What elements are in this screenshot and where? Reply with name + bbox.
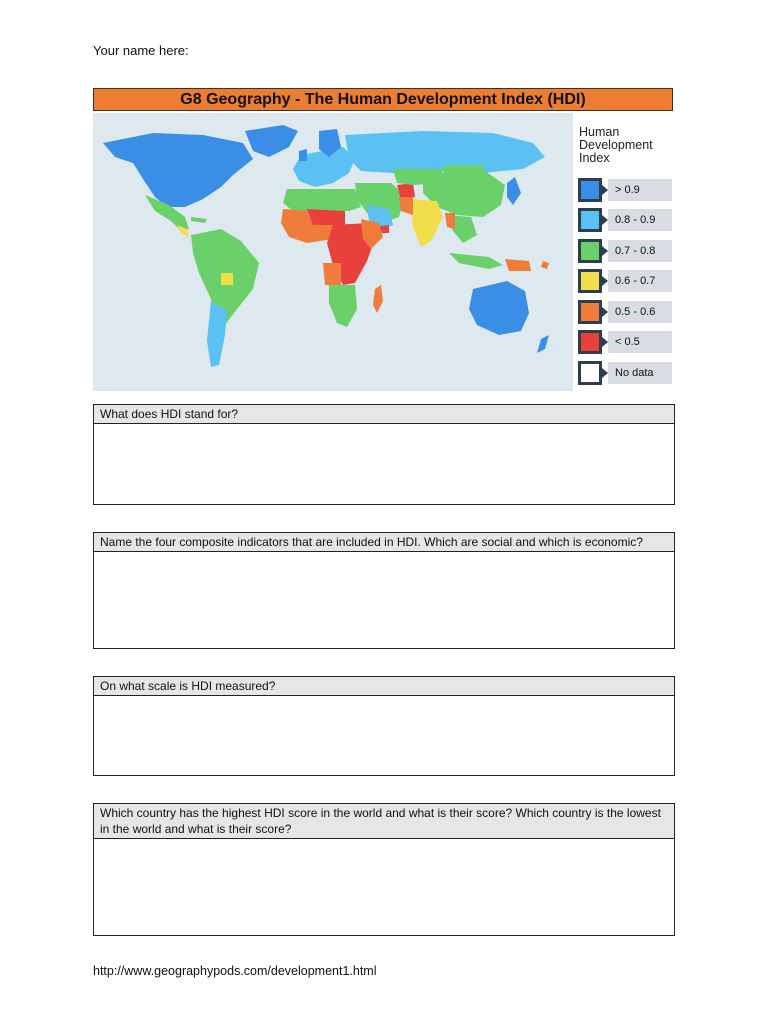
legend-label: 0.6 - 0.7 — [608, 270, 672, 292]
legend-swatch — [578, 300, 602, 324]
question-header: What does HDI stand for? — [94, 405, 674, 424]
legend-item-0-7-0-8 — [578, 239, 673, 261]
question-box-4[interactable] — [93, 803, 675, 936]
question-header: On what scale is HDI measured? — [94, 677, 674, 696]
angola-shape — [323, 263, 341, 285]
legend-item-0-6-0-7 — [578, 269, 673, 291]
legend-label: 0.7 - 0.8 — [608, 240, 672, 262]
question-header: Name the four composite indicators that are included in HDI. Which are social and which is economic? — [94, 533, 674, 552]
legend-swatch — [578, 269, 602, 293]
legend-item-below-0-5 — [578, 330, 673, 352]
legend-label: No data — [608, 362, 672, 384]
legend-swatch — [578, 178, 602, 202]
uk-shape — [299, 149, 307, 161]
legend-item-0-5-0-6 — [578, 300, 673, 322]
map-legend — [573, 113, 673, 391]
legend-swatch — [578, 239, 602, 263]
legend-title: Human Development Index — [579, 125, 653, 165]
legend-item-0-8-0-9 — [578, 208, 673, 230]
legend-swatch — [578, 361, 602, 385]
sahel-shape — [307, 209, 345, 225]
question-box-2[interactable] — [93, 532, 675, 649]
question-box-1[interactable] — [93, 404, 675, 505]
legend-swatch — [578, 330, 602, 354]
north-africa-shape — [283, 189, 361, 211]
mongolia-shape — [443, 165, 485, 177]
legend-label: 0.5 - 0.6 — [608, 301, 672, 323]
bolivia-shape — [221, 273, 233, 285]
legend-label: 0.8 - 0.9 — [608, 209, 672, 231]
name-line: Your name here: — [93, 43, 189, 58]
question-box-3[interactable] — [93, 676, 675, 776]
footer-url[interactable]: http://www.geographypods.com/development1.html — [93, 964, 377, 978]
legend-swatch — [578, 208, 602, 232]
legend-item-no-data — [578, 361, 673, 383]
legend-label: > 0.9 — [608, 179, 672, 201]
legend-label: < 0.5 — [608, 331, 672, 353]
legend-item-above-0-9 — [578, 178, 673, 200]
hdi-world-map — [93, 113, 673, 391]
world-map-graphic — [93, 113, 573, 391]
question-header: Which country has the highest HDI score in the world and what is their score? Which country is the lowest in the world and what is their score? — [94, 804, 674, 839]
worksheet-title: G8 Geography - The Human Development Index (HDI) — [93, 88, 673, 111]
